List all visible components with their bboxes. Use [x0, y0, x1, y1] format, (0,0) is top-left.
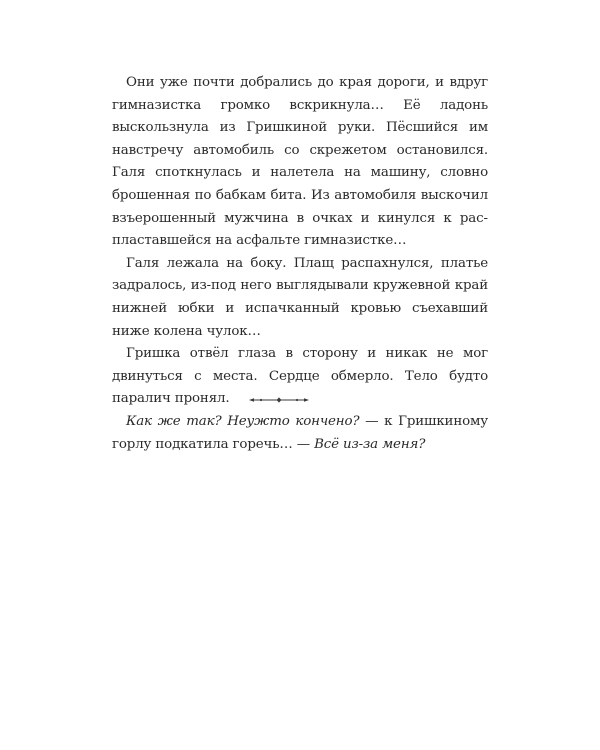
- paragraph-2-text: Галя лежала на боку. Плащ распахнулся, платье задралось, из-под него выглядывали кружевной край нижней юбки и испачканный кровью съехавший ниже колена чулок…: [112, 255, 488, 339]
- paragraph-4-narration: — к Гришкиному горлу подкатила горечь… —: [112, 413, 488, 452]
- paragraph-1: [112, 72, 488, 253]
- paragraph-4-thought-2: Всё из-за меня?: [314, 436, 426, 452]
- paragraph-4: [112, 411, 488, 456]
- paragraph-1-text: Они уже почти добрались до края дороги, и вдруг гимназистка громко вскрикнула… Её ладонь выскользнула из Гришкиной руки. Пёсшийся им навстречу автомобиль со скрежетом остановился. Галя споткнулась и налетела на машину, словно брошенная по бабкам бита. Из автомобиля выскочил взъерошенный мужчина в очках и кинулся к распластавшейся на асфальте гимназистке…: [112, 75, 488, 249]
- paragraph-2: [112, 253, 488, 343]
- ornamental-divider-icon: [249, 395, 309, 405]
- paragraph-3-text: Гришка отвёл глаза в сторону и никак не мог двинуться с места. Сердце обмерло. Тело будто паралич пронял.: [112, 346, 488, 407]
- paragraph-4-thought-1: Как же так? Неужто кончено?: [126, 413, 360, 429]
